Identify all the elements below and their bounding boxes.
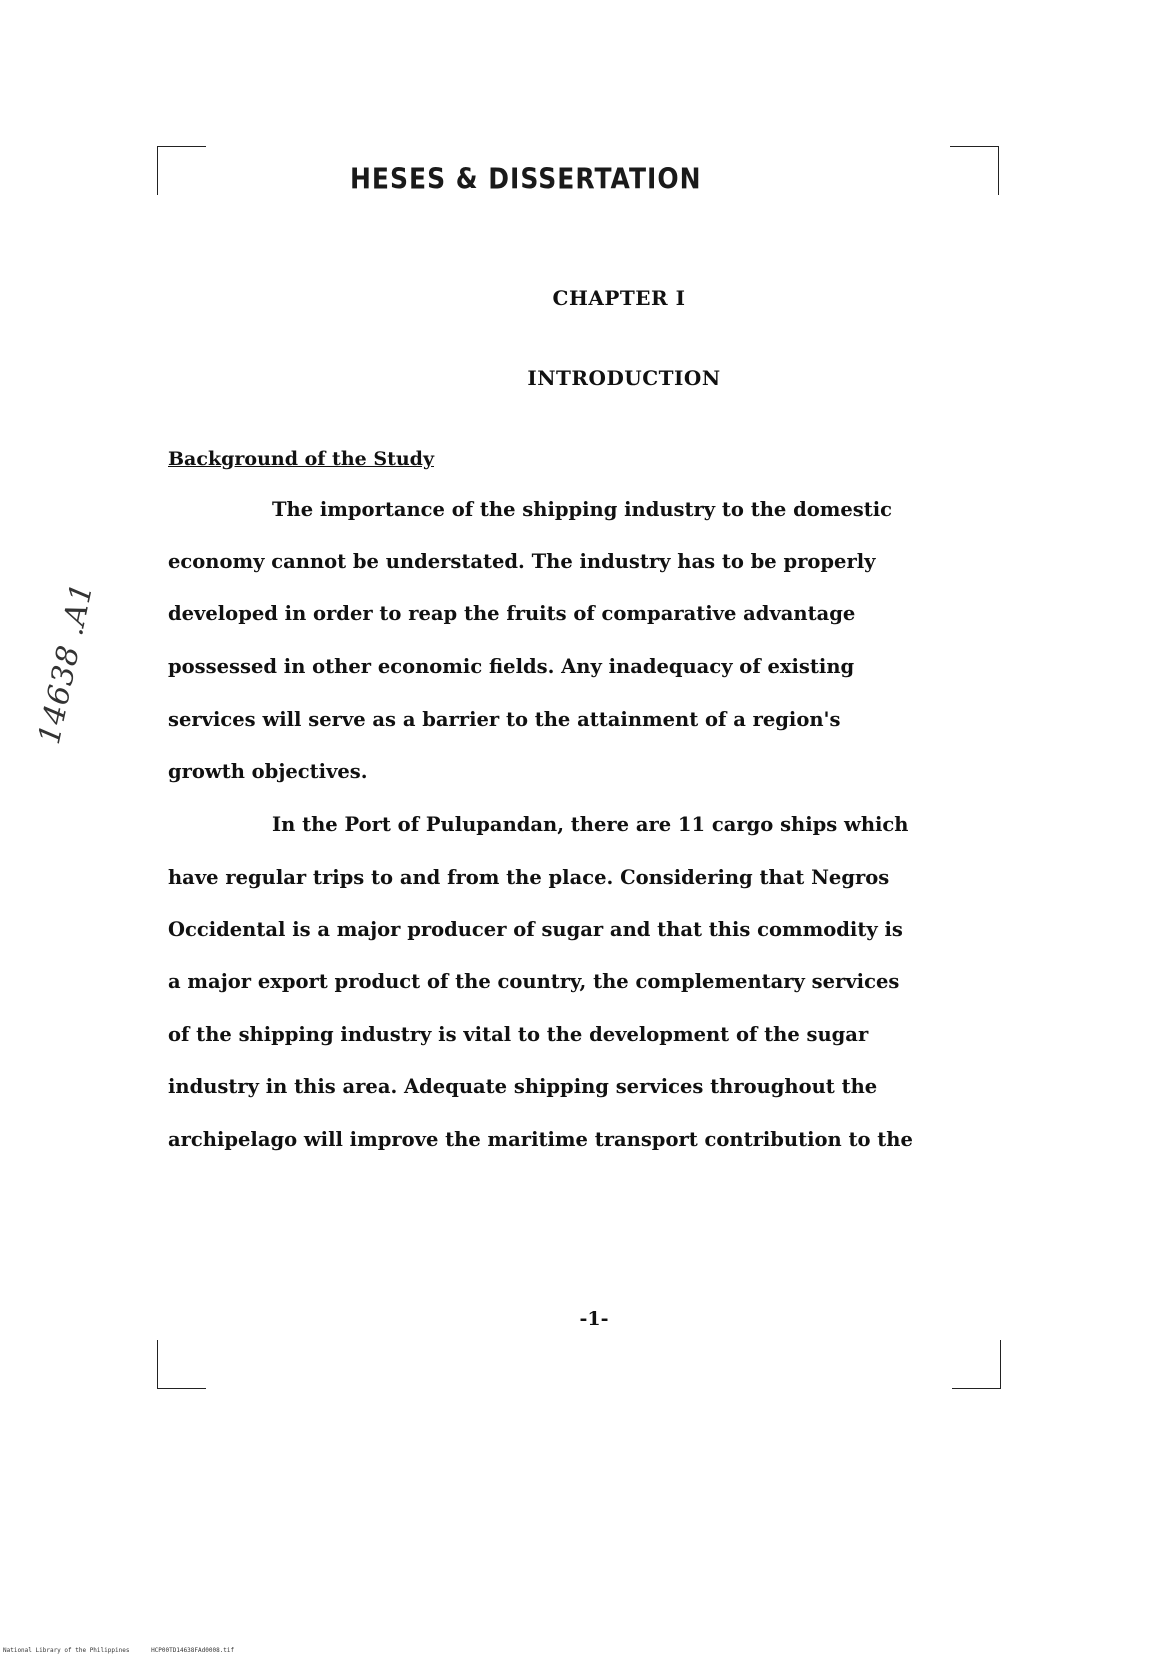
crop-mark-top-right <box>950 146 999 195</box>
footer-library: National Library of the Philippines <box>3 1647 130 1654</box>
subheading: Background of the Study <box>168 448 434 470</box>
crop-mark-top-left <box>157 146 206 195</box>
paragraph-line: of the shipping industry is vital to the development of the sugar <box>168 1023 869 1046</box>
paragraph-line: developed in order to reap the fruits of comparative advantage <box>168 602 856 625</box>
theses-stamp: HESES & DISSERTATION <box>350 162 702 196</box>
paragraph-line: The importance of the shipping industry to the domestic <box>272 498 893 521</box>
chapter-title: CHAPTER I <box>552 286 686 310</box>
page-number: -1- <box>579 1308 609 1330</box>
paragraph-line: growth objectives. <box>168 760 368 783</box>
paragraph-line: economy cannot be understated. The industry has to be properly <box>168 550 876 573</box>
footer-file-id: HCP00TD14638FAd0008.tif <box>151 1647 235 1654</box>
crop-mark-bottom-right <box>952 1340 1001 1389</box>
scan-footer <box>3 1647 252 1654</box>
paragraph-line: possessed in other economic fields. Any inadequacy of existing <box>168 655 855 678</box>
paragraph-line: services will serve as a barrier to the attainment of a region's <box>168 708 841 731</box>
paragraph-line: a major export product of the country, the complementary services <box>168 970 900 993</box>
paragraph-line: In the Port of Pulupandan, there are 11 cargo ships which <box>272 813 909 836</box>
paragraph-line: archipelago will improve the maritime transport contribution to the <box>168 1128 913 1151</box>
paragraph-line: Occidental is a major producer of sugar and that this commodity is <box>168 918 903 941</box>
handwritten-call-number: 14638 .A1 <box>32 579 101 748</box>
section-title: INTRODUCTION <box>527 366 721 390</box>
paragraph-line: industry in this area. Adequate shipping services throughout the <box>168 1075 878 1098</box>
crop-mark-bottom-left <box>157 1340 206 1389</box>
paragraph-line: have regular trips to and from the place. Considering that Negros <box>168 866 890 889</box>
